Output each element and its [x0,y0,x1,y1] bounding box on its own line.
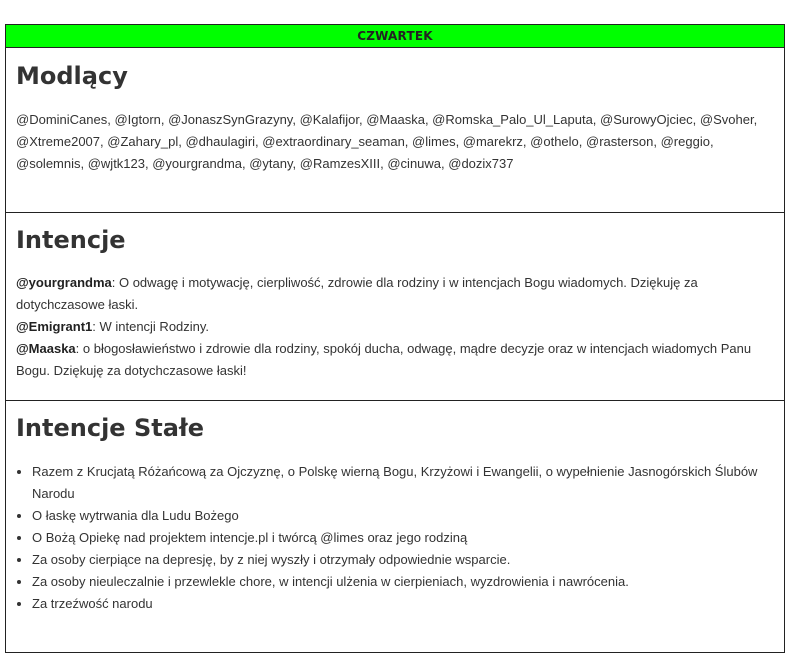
permanent-intention-item: • O Bożą Opiekę nad projektem intencje.pl i twórcą @limes oraz jego rodziną [32,527,774,549]
permanent-intention-list [16,461,774,615]
permanent-intention-item: • Za osoby cierpiące na depresję, by z niej wyszły i otrzymały odpowiednie wsparcie. [32,549,774,571]
praying-users-list: @DominiCanes, @Igtorn, @JonaszSynGrazyny, @Kalafijor, @Maaska, @Romska_Palo_Ul_Laputa, @SurowyOjciec, @Svoher, @Xtreme2007, @Zahary_pl, @dhaulagiri, @extraordinary_seaman, @limes, @marekrz, @othelo, @rasterson, @reggio, @solemnis, @wjtk123, @yourgrandma, @ytany, @RamzesXIII, @cinuwa, @dozix737 [16,112,758,171]
intention-text: : O odwagę i motywację, cierpliwość, zdrowie dla rodziny i w intencjach Bogu wiadomych. Dziękuję za dotychczasowe łaski. [16,275,698,312]
day-card [5,24,785,653]
permanent-intention-item: • Za osoby nieuleczalnie i przewlekle chore, w intencji ulżenia w cierpieniach, wyzdrowienia i nawrócenia. [32,571,774,593]
section-intencje [6,213,784,401]
day-header: CZWARTEK [6,25,784,48]
section-modlacy [6,48,784,213]
permanent-intention-item: • O łaskę wytrwania dla Ludu Bożego [32,505,774,527]
permanent-intention-item: • Razem z Krucjatą Różańcową za Ojczyznę, o Polskę wierną Bogu, Krzyżowi i Ewangelii, o wypełnienie Jasnogórskich Ślubów Narodu [32,461,774,505]
intention-item [16,316,774,338]
intention-item [16,272,774,316]
intention-user[interactable]: @Emigrant1 [16,319,93,334]
permanent-intention-item: • Za trzeźwość narodu [32,593,774,615]
section-title-intencje-stale: Intencje Stałe [16,414,205,442]
intention-text: : W intencji Rodziny. [92,319,210,334]
intention-user[interactable]: @yourgrandma [16,275,112,290]
intention-user[interactable]: @Maaska [16,341,76,356]
section-title-modlacy: Modlący [16,62,128,90]
section-title-intencje: Intencje [16,226,126,254]
intention-item [16,338,774,382]
section-intencje-stale [6,401,784,652]
intention-list [16,272,774,382]
intention-text: : o błogosławieństwo i zdrowie dla rodziny, spokój ducha, odwagę, mądre decyzje oraz w intencjach wiadomych Panu Bogu. Dziękuję za dotychczasowe łaski! [16,341,752,378]
